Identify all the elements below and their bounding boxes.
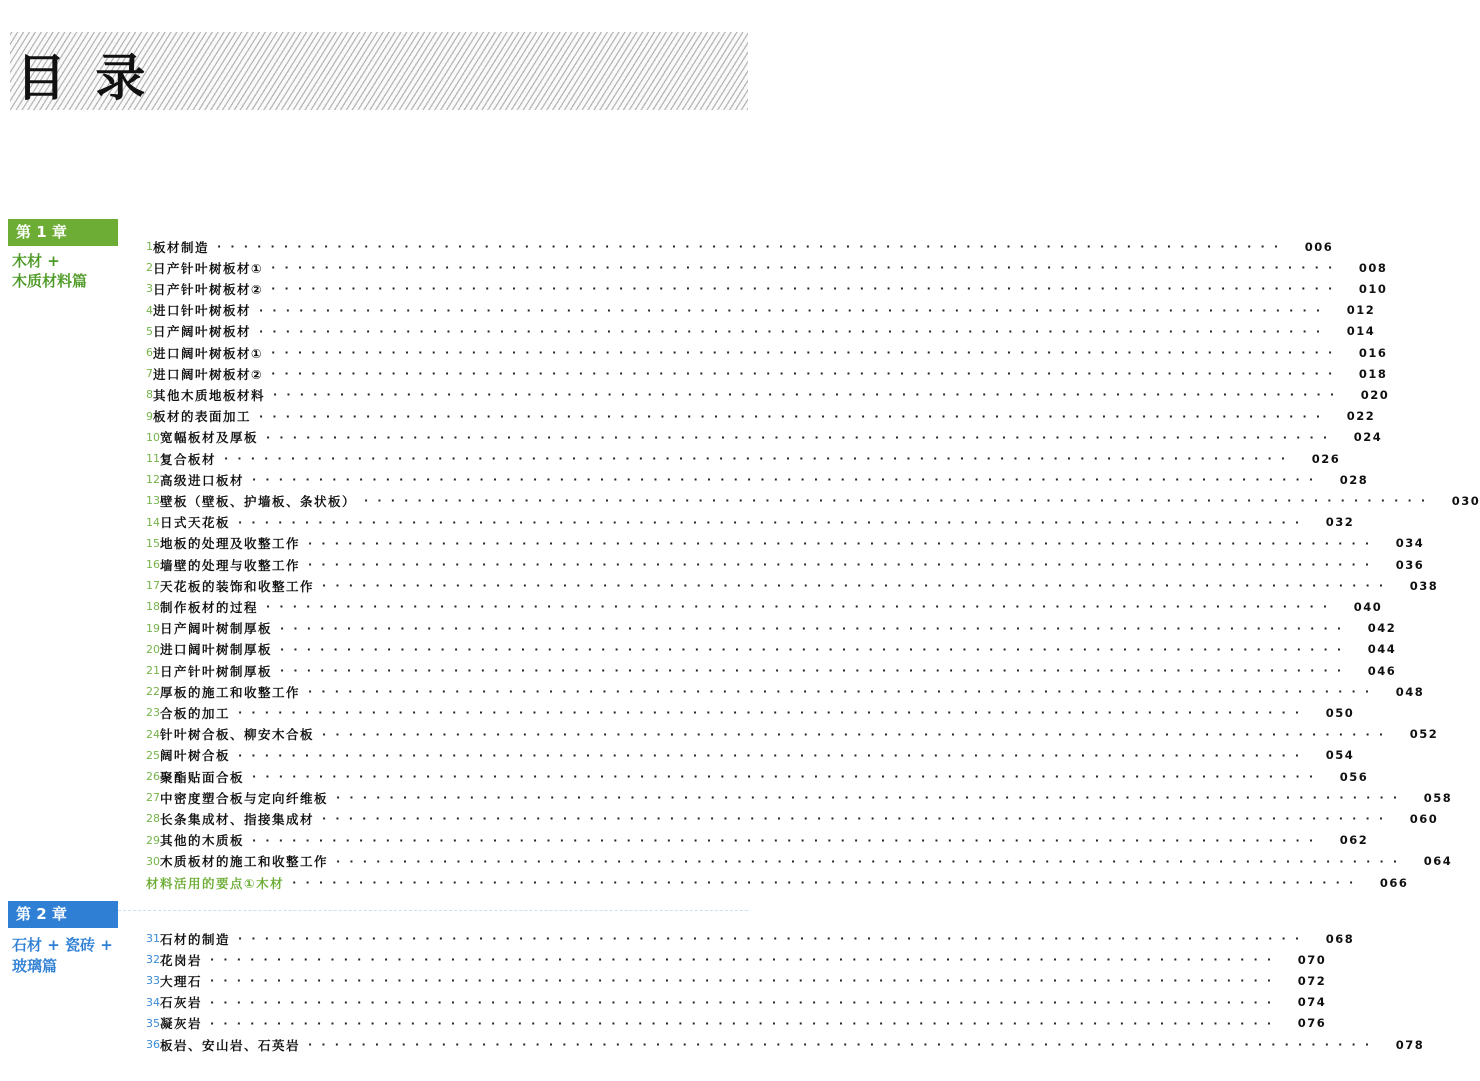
- toc-entry-number: 23: [146, 706, 160, 720]
- chapter-2-tab: 第 2 章: [8, 901, 118, 928]
- toc-entry-title: 制作板材的过程: [160, 599, 259, 615]
- toc-entry-title: 日产阔叶树板材: [153, 324, 252, 340]
- toc-entry-number: 12: [146, 473, 160, 487]
- toc-entry-title: 凝灰岩: [160, 1016, 203, 1032]
- toc-dot-leader: ················································································: [280, 642, 1351, 656]
- toc-entry-page: 070: [1297, 952, 1327, 967]
- toc-entry-page: 014: [1346, 324, 1376, 339]
- toc-entry-title: 花岗岩: [160, 952, 203, 968]
- toc-entry: [146, 512, 1355, 533]
- toc-entry: [146, 278, 1388, 299]
- toc-entry-page: 050: [1325, 705, 1355, 720]
- toc-entry: [146, 1034, 1425, 1055]
- toc-entry: [146, 745, 1355, 766]
- toc-dot-leader: ················································································: [308, 536, 1379, 550]
- toc-dot-leader: ················································································: [322, 727, 1393, 741]
- toc-dot-leader: ················································································: [308, 685, 1379, 699]
- toc-entry: [146, 342, 1388, 363]
- toc-entry-page: 030: [1451, 493, 1480, 508]
- chapter-2-name-line-1: 石材 + 瓷砖 +: [12, 936, 113, 954]
- toc-dot-leader: ················································································: [210, 953, 1281, 967]
- toc-entry-page: 064: [1423, 854, 1453, 869]
- toc-dot-leader: ················································································: [252, 833, 1323, 847]
- toc-entry-number: 1: [146, 240, 153, 253]
- toc-entry: [146, 808, 1439, 829]
- toc-entry: [146, 724, 1439, 745]
- toc-entry: [146, 660, 1397, 681]
- toc-entry-page: 034: [1395, 536, 1425, 551]
- toc-entry: [146, 427, 1383, 448]
- chapter-1-name-line-1: 木材 +: [12, 252, 60, 270]
- toc-entry: [146, 575, 1439, 596]
- toc-entry-page: 022: [1346, 409, 1376, 424]
- toc-entry-number: 24: [146, 727, 160, 741]
- toc-entry-title: 墙壁的处理与收整工作: [160, 557, 301, 573]
- toc-entry: [146, 236, 1334, 257]
- toc-entry-title: 木质板材的施工和收整工作: [160, 854, 329, 870]
- toc-entry-number: 2: [146, 261, 153, 275]
- chapter-2-name-line-2: 玻璃篇: [12, 957, 58, 975]
- toc-entry-number: 10: [146, 430, 160, 444]
- toc-entry-number: 26: [146, 770, 160, 783]
- chapter-1-tab: 第 1 章: [8, 219, 118, 246]
- toc-entry-number: 7: [146, 367, 153, 381]
- toc-entry-number: 4: [146, 303, 153, 317]
- toc-entry-number: 18: [146, 600, 160, 614]
- toc-entry: [146, 639, 1397, 660]
- toc-entry: [146, 533, 1425, 554]
- toc-entry-title: 宽幅板材及厚板: [160, 430, 259, 446]
- toc-entry-page: 036: [1395, 557, 1425, 572]
- toc-entry-number: 3: [146, 282, 153, 296]
- toc-entry-page: 012: [1346, 303, 1376, 318]
- toc-dot-leader: ················································································: [238, 515, 1309, 529]
- toc-entry-title: 进口针叶树板材: [153, 303, 252, 319]
- toc-entry-number: 6: [146, 346, 153, 359]
- toc-entry: [146, 490, 1480, 511]
- toc-entry: [146, 702, 1355, 723]
- toc-entry-number: 34: [146, 995, 160, 1009]
- page-title: 目 录: [16, 49, 152, 107]
- toc-entry-number: 17: [146, 579, 160, 593]
- toc-entry: [146, 787, 1453, 808]
- chapter-2-divider: [118, 910, 748, 911]
- toc-entry-number: 15: [146, 536, 160, 550]
- toc-entry-page: 072: [1297, 973, 1327, 988]
- toc-entry: [146, 992, 1327, 1013]
- toc-dot-leader: ················································································: [259, 409, 1330, 423]
- toc-entry-page: 008: [1358, 260, 1388, 275]
- toc-entry-page: 016: [1358, 345, 1388, 360]
- toc-entry-page: 020: [1360, 387, 1390, 402]
- toc-dot-leader: ················································································: [322, 579, 1393, 593]
- toc-entry: [146, 928, 1355, 949]
- toc-entry-number: 5: [146, 324, 153, 338]
- toc-entry-number: 13: [146, 494, 160, 508]
- toc-entry-title: 壁板（壁板、护墙板、条状板）: [160, 493, 357, 509]
- toc-entry-title: 针叶树合板、柳安木合板: [160, 727, 315, 743]
- toc-entry-title: 长条集成材、指接集成材: [160, 811, 315, 827]
- toc-entry-title: 材料活用的要点①木材: [146, 875, 285, 891]
- toc-entry-page: 056: [1339, 769, 1369, 784]
- toc-entry-title: 阔叶树合板: [160, 748, 231, 764]
- toc-entry-title: 复合板材: [160, 451, 217, 467]
- toc-entry: [146, 618, 1397, 639]
- toc-dot-leader: ················································································: [271, 367, 1342, 381]
- toc-entry-page: 028: [1339, 472, 1369, 487]
- toc-entry-title: 聚酯贴面合板: [160, 769, 245, 785]
- toc-entry-page: 062: [1339, 833, 1369, 848]
- toc-entry-title: 其他的木质板: [160, 833, 245, 849]
- toc-entry-page: 060: [1409, 811, 1439, 826]
- toc-entry-page: 010: [1358, 281, 1388, 296]
- toc-entry-title: 板材制造: [153, 239, 210, 255]
- toc-entry: [146, 830, 1369, 851]
- toc-entry: [146, 681, 1425, 702]
- toc-entry-title: 日产阔叶树制厚板: [160, 621, 273, 637]
- toc-entry: [146, 766, 1369, 787]
- toc-entry-title: 日产针叶树板材①: [153, 260, 264, 276]
- toc-dot-leader: ················································································: [271, 346, 1342, 359]
- toc-entry-page: 042: [1367, 621, 1397, 636]
- toc-dot-leader: ················································································: [238, 706, 1309, 720]
- toc-entry-title: 进口阔叶树制厚板: [160, 642, 273, 658]
- toc-dot-leader: ················································································: [308, 1038, 1379, 1051]
- toc-entry: [146, 949, 1327, 970]
- toc-entry-number: 20: [146, 642, 160, 656]
- toc-entry-page: 052: [1409, 727, 1439, 742]
- toc-dot-leader: ················································································: [259, 324, 1330, 338]
- toc-entry-title: 日产针叶树制厚板: [160, 663, 273, 679]
- toc-dot-leader: ················································································: [308, 558, 1379, 571]
- toc-entry-title: 地板的处理及收整工作: [160, 536, 301, 552]
- toc-entry-number: 27: [146, 791, 160, 805]
- toc-entry-number: 19: [146, 621, 160, 635]
- toc-dot-leader: ················································································: [280, 664, 1351, 677]
- toc-entry-number: 29: [146, 833, 160, 847]
- toc-dot-leader: ················································································: [280, 621, 1351, 635]
- toc-entry-title: 进口阔叶树板材②: [153, 366, 264, 382]
- toc-entry-page: 044: [1367, 642, 1397, 657]
- toc-dot-leader: ················································································: [336, 791, 1407, 805]
- toc-dot-leader: ················································································: [266, 430, 1337, 444]
- toc-dot-leader: ················································································: [364, 494, 1435, 508]
- toc-entry-title: 大理石: [160, 973, 203, 989]
- toc-entry-page: 026: [1311, 451, 1341, 466]
- toc-entry-page: 066: [1379, 875, 1409, 890]
- toc-entry-page: 040: [1353, 599, 1383, 614]
- toc-entry-page: 018: [1358, 366, 1388, 381]
- toc-entry-number: 25: [146, 748, 160, 762]
- toc-dot-leader: ················································································: [322, 812, 1393, 826]
- toc-entry: [146, 596, 1383, 617]
- toc-entry-title: 中密度塑合板与定向纤维板: [160, 790, 329, 806]
- toc-entry: [146, 1013, 1327, 1034]
- toc-dot-leader: ················································································: [252, 473, 1323, 487]
- toc-entry-page: 078: [1395, 1037, 1425, 1052]
- toc-entry: [146, 448, 1341, 469]
- toc-entry: [146, 300, 1376, 321]
- toc-entry-page: 058: [1423, 790, 1453, 805]
- toc-entry-number: 35: [146, 1016, 160, 1030]
- toc-entry-title: 日式天花板: [160, 515, 231, 531]
- toc-dot-leader: ················································································: [210, 974, 1281, 988]
- toc-dot-leader: ················································································: [266, 600, 1337, 614]
- toc-dot-leader: ················································································: [238, 932, 1309, 945]
- toc-dot-leader: ················································································: [252, 770, 1323, 783]
- toc-entry-title: 进口阔叶树板材①: [153, 345, 264, 361]
- toc-entry-title: 石材的制造: [160, 931, 231, 947]
- toc-entry: [146, 851, 1453, 872]
- toc-entry-number: 21: [146, 664, 160, 677]
- toc-entry-number: 16: [146, 558, 160, 571]
- toc-entry: [146, 363, 1388, 384]
- toc-entry-page: 046: [1367, 663, 1397, 678]
- toc-entry-page: 076: [1297, 1016, 1327, 1031]
- toc-entry-title: 合板的加工: [160, 705, 231, 721]
- toc-dot-leader: ················································································: [217, 240, 1288, 253]
- toc-entry-number: 14: [146, 515, 160, 529]
- toc-entry: [146, 321, 1376, 342]
- toc-entry-title: 其他木质地板材料: [153, 387, 266, 403]
- toc-entry: [146, 554, 1425, 575]
- toc-dot-leader: ················································································: [336, 854, 1407, 868]
- toc-entry-page: 024: [1353, 430, 1383, 445]
- toc-entry-page: 048: [1395, 684, 1425, 699]
- toc-entry: [146, 384, 1390, 405]
- toc-dot-leader: ················································································: [292, 876, 1363, 889]
- toc-dot-leader: ················································································: [259, 303, 1330, 317]
- toc-entry-number: 32: [146, 953, 160, 967]
- toc-dot-leader: ················································································: [224, 452, 1295, 465]
- toc-entry-page: 038: [1409, 578, 1439, 593]
- toc-entry: [146, 469, 1369, 490]
- toc-entry-title: 高级进口板材: [160, 472, 245, 488]
- toc-entry-page: 054: [1325, 748, 1355, 763]
- toc-entry: [146, 406, 1376, 427]
- toc-entry-title: 板岩、安山岩、石英岩: [160, 1037, 301, 1053]
- toc-entry-number: 11: [146, 452, 160, 465]
- toc-dot-leader: ················································································: [273, 388, 1344, 402]
- toc-entry-title: 石灰岩: [160, 995, 203, 1011]
- toc-dot-leader: ················································································: [271, 261, 1342, 275]
- toc-entry-title: 板材的表面加工: [153, 409, 252, 425]
- toc-entry-title: 日产针叶树板材②: [153, 281, 264, 297]
- toc-entry-number: 28: [146, 812, 160, 826]
- toc-dot-leader: ················································································: [210, 995, 1281, 1009]
- toc-entry: [146, 257, 1388, 278]
- toc-entry-title: 天花板的装饰和收整工作: [160, 578, 315, 594]
- toc-entry-number: 9: [146, 409, 153, 423]
- toc-entry-number: 36: [146, 1038, 160, 1051]
- toc-entry-number: 30: [146, 854, 160, 868]
- toc-entry-title: 厚板的施工和收整工作: [160, 684, 301, 700]
- toc-entry-number: 31: [146, 932, 160, 945]
- toc-entry-page: 032: [1325, 515, 1355, 530]
- toc-entry-page: 006: [1304, 239, 1334, 254]
- toc-dot-leader: ················································································: [238, 748, 1309, 762]
- toc-dot-leader: ················································································: [271, 282, 1342, 296]
- toc-dot-leader: ················································································: [210, 1016, 1281, 1030]
- toc-entry-number: 22: [146, 685, 160, 699]
- toc-entry: [146, 872, 1409, 893]
- toc-entry: [146, 970, 1327, 991]
- toc-entry-number: 33: [146, 974, 160, 988]
- toc-entry-page: 068: [1325, 931, 1355, 946]
- toc-entry-page: 074: [1297, 995, 1327, 1010]
- toc-entry-number: 8: [146, 388, 153, 402]
- chapter-1-name-line-2: 木质材料篇: [12, 272, 88, 290]
